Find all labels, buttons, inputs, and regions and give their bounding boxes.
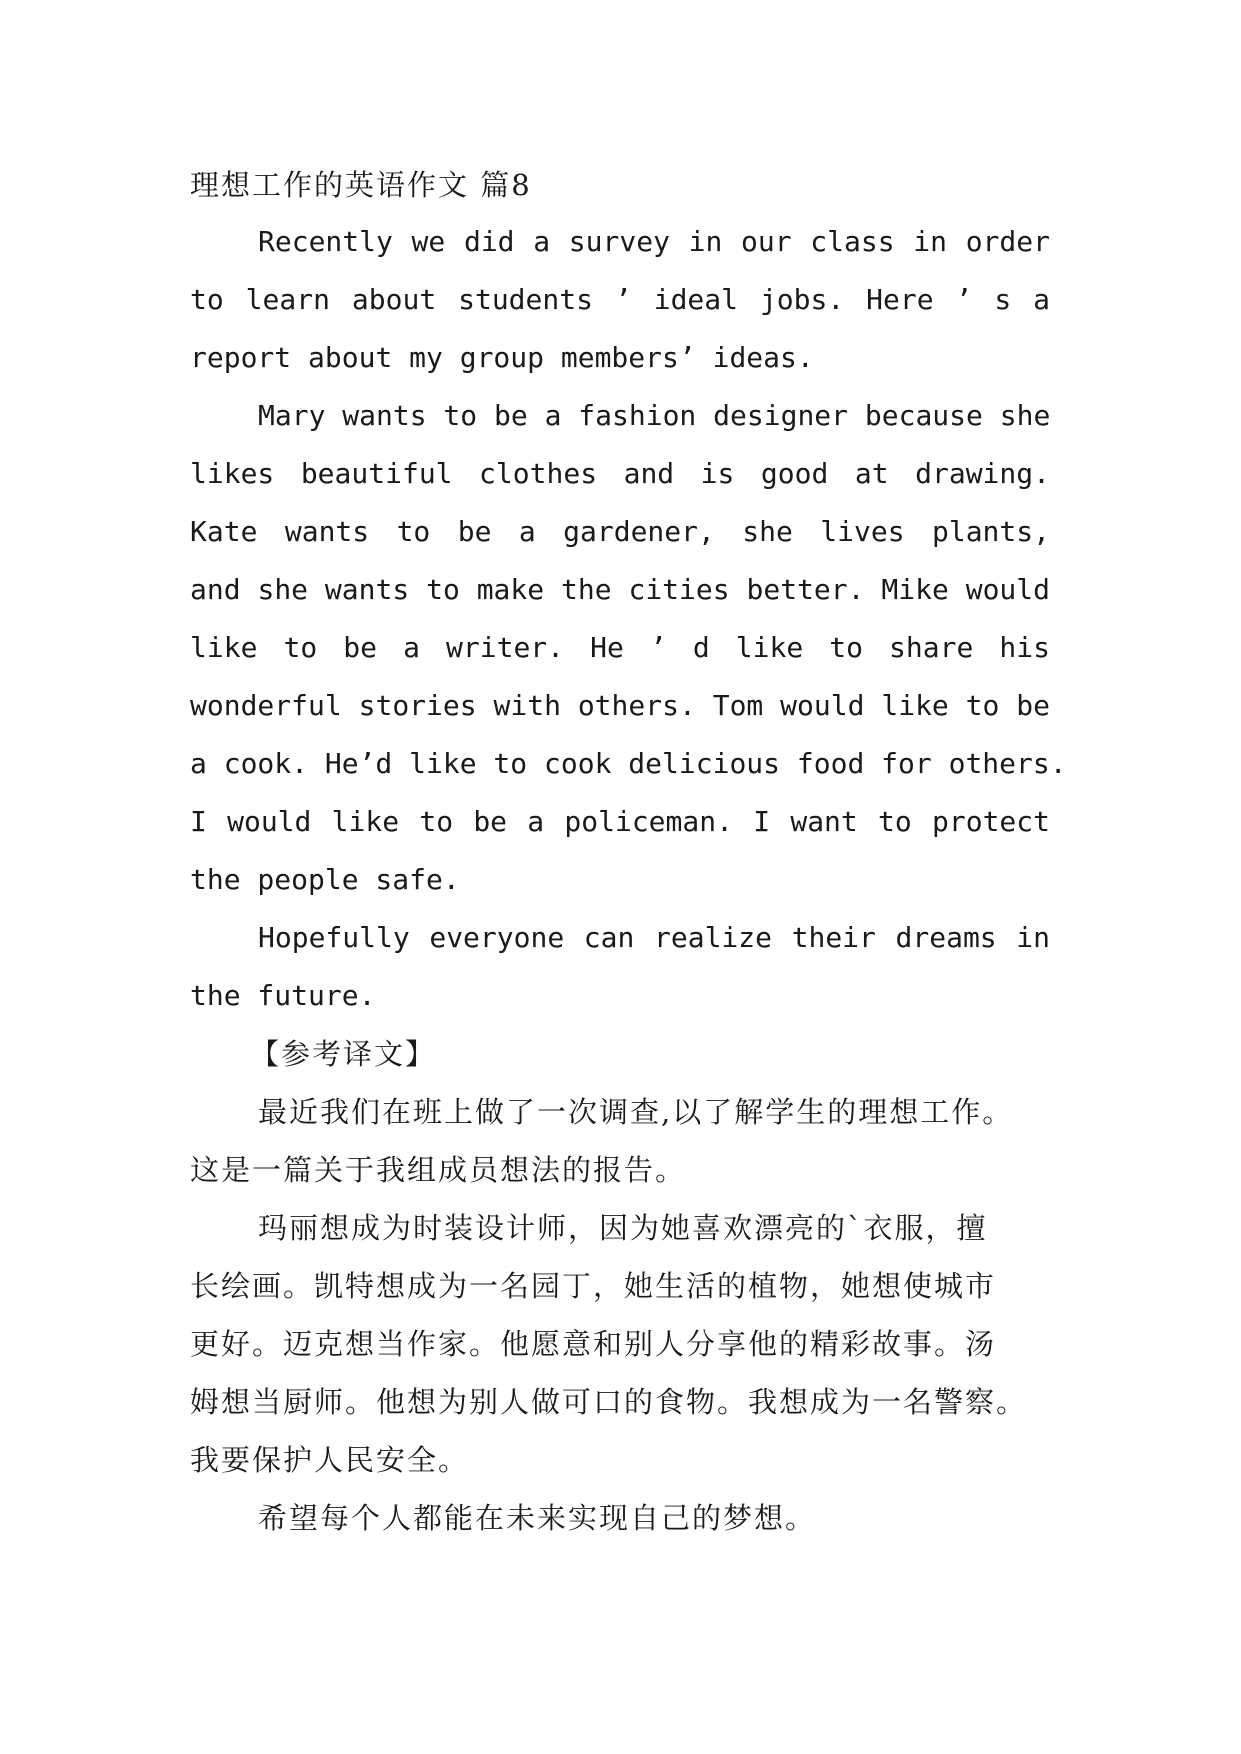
english-p3-line: the future. — [190, 979, 376, 1012]
chinese-p1-line: 这是一篇关于我组成员想法的报告。 — [190, 1153, 687, 1187]
english-p1-line: to learn about students ’ ideal jobs. Here ’ s a — [190, 283, 1050, 316]
english-p2-line: like to be a writer. He ’ d like to share his — [190, 631, 1050, 664]
chinese-p2-line: 长绘画。凯特想成为一名园丁，她生活的植物，她想使城市 — [190, 1269, 997, 1303]
english-p2-line: likes beautiful clothes and is good at drawing. — [190, 457, 1050, 490]
english-p2-line: a cook. He’d like to cook delicious food for others. — [190, 747, 1067, 780]
chinese-p2-line: 我要保护人民安全。 — [190, 1443, 470, 1477]
chinese-p2-line: 姆想当厨师。他想为别人做可口的食物。我想成为一名警察。 — [190, 1385, 1028, 1419]
chinese-p2-line: 更好。迈克想当作家。他愿意和别人分享他的精彩故事。汤 — [190, 1327, 997, 1361]
translation-heading: 【参考译文】 — [250, 1037, 437, 1071]
english-p2-line: and she wants to make the cities better. Mike would — [190, 573, 1050, 606]
english-p2-line: Mary wants to be a fashion designer because she — [258, 399, 1051, 432]
chinese-p3-line: 希望每个人都能在未来实现自己的梦想。 — [258, 1501, 817, 1535]
english-p2-line: wonderful stories with others. Tom would like to be — [190, 689, 1050, 722]
english-p2-line: Kate wants to be a gardener, she lives plants, — [190, 515, 1050, 548]
english-p1-line: Recently we did a survey in our class in order — [258, 225, 1050, 258]
chinese-p2-line: 玛丽想成为时装设计师，因为她喜欢漂亮的`衣服，擅 — [258, 1211, 988, 1245]
english-p1-line: report about my group members’ ideas. — [190, 341, 814, 374]
document-title: 理想工作的英语作文 篇8 — [190, 168, 532, 202]
english-p2-line: the people safe. — [190, 863, 460, 896]
chinese-p1-line: 最近我们在班上做了一次调查,以了解学生的理想工作。 — [258, 1095, 1014, 1129]
english-p3-line: Hopefully everyone can realize their dreams in — [258, 921, 1050, 954]
english-p2-line: I would like to be a policeman. I want to protect — [190, 805, 1050, 838]
